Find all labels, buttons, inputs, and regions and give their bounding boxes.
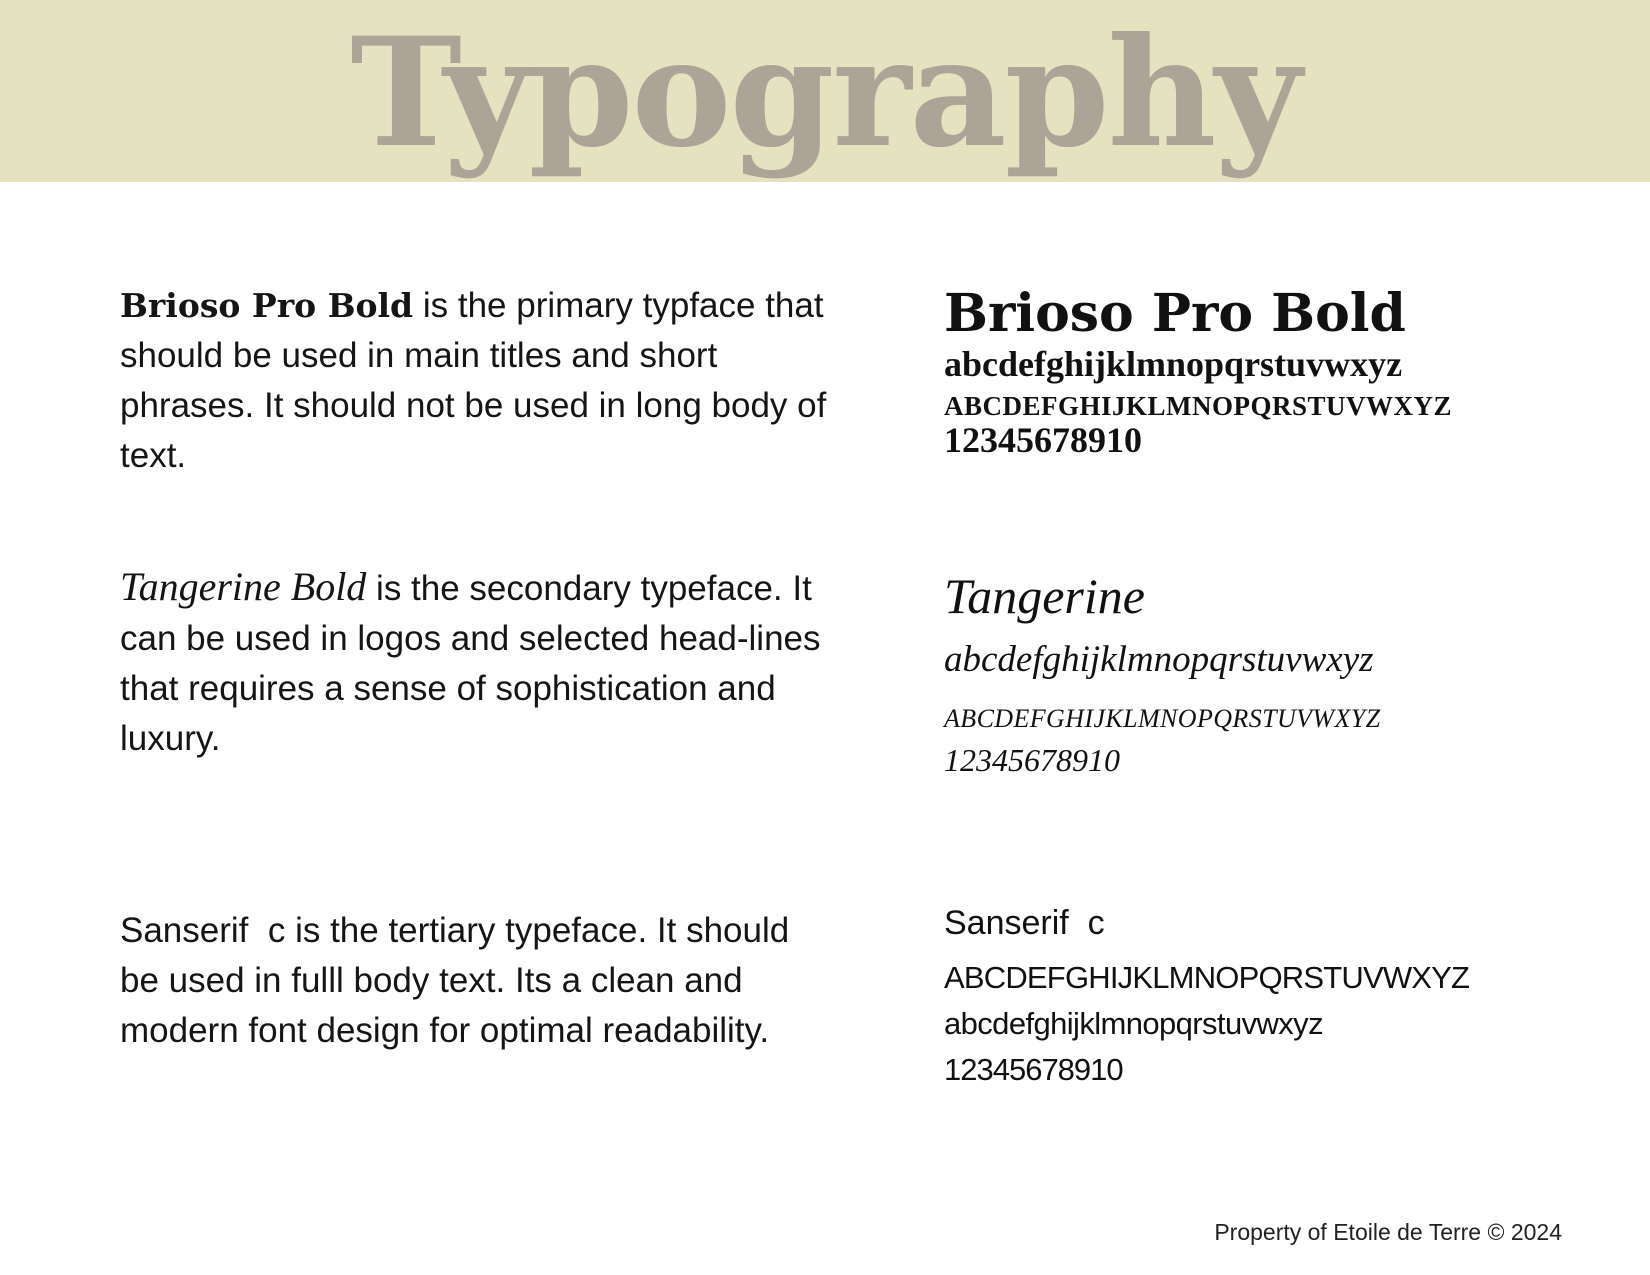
page-title: Typography	[350, 5, 1300, 181]
tertiary-typeface-description	[120, 906, 830, 1056]
secondary-description-text: is the secondary typeface. It can be used in logos and selected head-lines that requires a sense of sophistication and luxury.	[120, 569, 821, 758]
footer-copyright: Property of Etoile de Terre © 2024	[1214, 1219, 1562, 1245]
tertiary-font-name: Sanserif c	[120, 911, 286, 950]
primary-typeface-description	[120, 281, 830, 481]
tertiary-specimen-name: Sanserif c	[944, 904, 1105, 942]
secondary-specimen-uppercase: ABCDEFGHIJKLMNOPQRSTUVWXYZ	[944, 704, 1381, 733]
secondary-typeface-description	[120, 562, 830, 764]
secondary-specimen-digits: 12345678910	[944, 742, 1120, 778]
primary-specimen-name: Brioso Pro Bold	[944, 283, 1406, 344]
primary-specimen-uppercase: ABCDEFGHIJKLMNOPQRSTUVWXYZ	[944, 391, 1453, 421]
secondary-specimen-name: Tangerine	[944, 568, 1145, 624]
primary-font-name: Brioso Pro Bold	[120, 286, 414, 325]
primary-specimen-lowercase: abcdefghijklmnopqrstuvwxyz	[944, 344, 1403, 384]
tertiary-description-text: is the tertiary typeface. It should be used in fulll body text. Its a clean and modern font design for optimal readability.	[120, 911, 790, 1050]
secondary-font-name: Tangerine Bold	[120, 564, 367, 609]
secondary-specimen-lowercase: abcdefghijklmnopqrstuvwxyz	[944, 639, 1374, 680]
tertiary-specimen-uppercase: ABCDEFGHIJKLMNOPQRSTUVWXYZ	[944, 960, 1470, 995]
primary-specimen-digits: 12345678910	[944, 420, 1142, 460]
primary-description-text: is the primary typface that should be used in main titles and short phrases. It should not be used in long body of text.	[120, 286, 827, 475]
tertiary-specimen-digits: 12345678910	[944, 1052, 1123, 1087]
tertiary-specimen-lowercase: abcdefghijklmnopqrstuvwxyz	[944, 1006, 1323, 1041]
